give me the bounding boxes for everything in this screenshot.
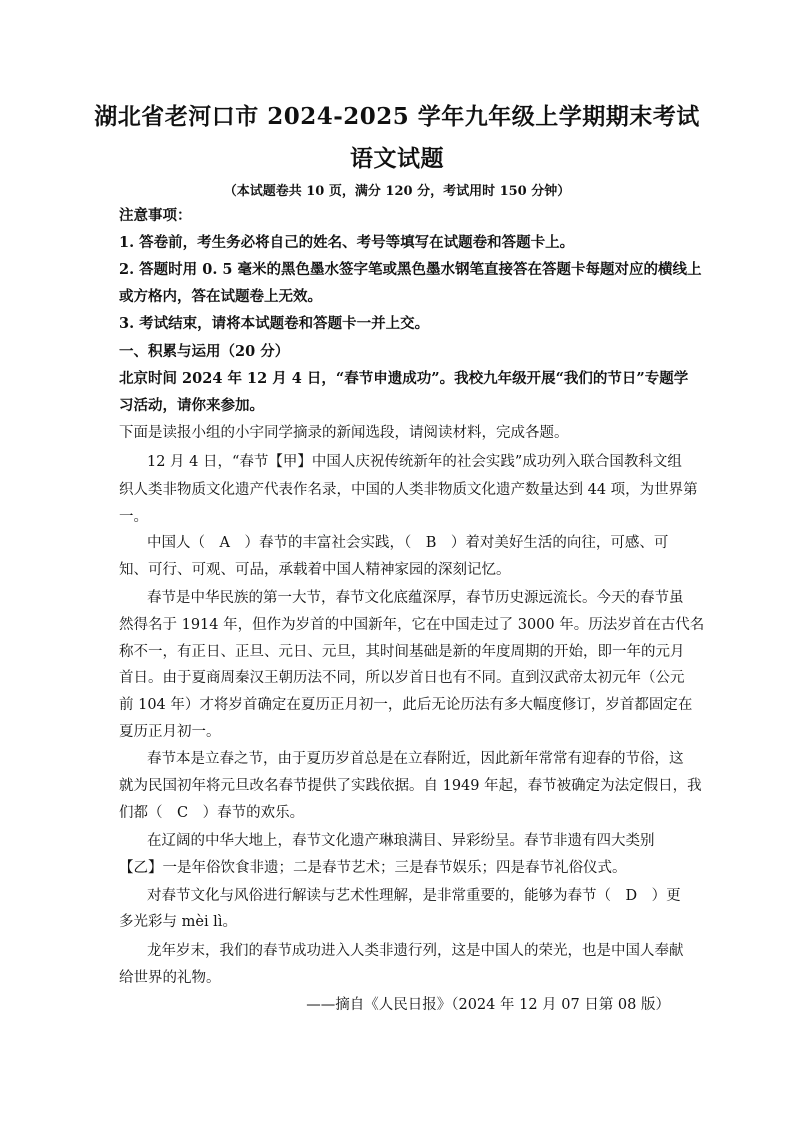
passage-line: 多光彩与 mèi lì。: [119, 914, 237, 930]
passage-line: 知、可行、可观、可品，承载着中国人精神家园的深刻记忆。: [119, 562, 511, 578]
section-instruction: 下面是读报小组的小宇同学摘录的新闻选段，请阅读材料，完成各题。: [119, 425, 569, 441]
note-item: 1. 答卷前，考生务必将自己的姓名、考号等填写在试题卷和答题卡上。: [119, 234, 575, 251]
passage-line: 夏历正月初一。: [119, 724, 221, 740]
passage-line: 前 104 年）才将岁首确定在夏历正月初一，此后无论历法有多大幅度修订，岁首都固定在: [119, 697, 693, 713]
source-citation: ——摘自《人民日报》（2024 年 12 月 07 日第 08 版）: [306, 997, 670, 1013]
passage-line: 织人类非物质文化遗产代表作名录，中国的人类非物质文化遗产数量达到 44 项，为世界第: [119, 482, 698, 498]
subject-title: 语文试题: [350, 145, 444, 172]
section-intro: 习活动，请你来参加。: [119, 397, 264, 414]
note-item: 2. 答题时用 0. 5 毫米的黑色墨水签字笔或黑色墨水钢笔直接答在答题卡每题对应的横线上: [119, 261, 702, 278]
passage-line: 12 月 4 日，“春节【甲】中国人庆祝传统新年的社会实践”成功列入联合国教科文组: [147, 454, 682, 470]
note-item: 或方格内，答在试题卷上无效。: [119, 288, 322, 305]
section-heading: 一、积累与运用（20 分）: [119, 343, 290, 360]
passage-line: 称不一，有正日、正旦、元日、元旦，其时间基础是新的年度周期的开始，即一年的元月: [119, 644, 685, 660]
passage-line: 在辽阔的中华大地上，春节文化遗产琳琅满目、异彩纷呈。春节非遗有四大类别: [147, 833, 655, 849]
passage-line: 龙年岁末，我们的春节成功进入人类非遗行列，这是中国人的荣光，也是中国人奉献: [147, 943, 684, 959]
exam-info: （本试题卷共 10 页，满分 120 分，考试用时 150 分钟）: [223, 184, 571, 199]
note-item: 3. 考试结束，请将本试题卷和答题卡一并上交。: [119, 315, 430, 332]
passage-line: 一。: [119, 509, 148, 525]
passage-line: 然得名于 1914 年，但作为岁首的中国新年，它在中国走过了 3000 年。历法岁首在古代名: [119, 617, 705, 633]
passage-line: 【乙】一是年俗饮食非遗；二是春节艺术；三是春节娱乐；四是春节礼俗仪式。: [119, 860, 627, 876]
passage-line: 给世界的礼物。: [119, 970, 221, 986]
exam-title: 湖北省老河口市 2024-2025 学年九年级上学期期末考试: [94, 103, 700, 130]
section-intro: 北京时间 2024 年 12 月 4 日，“春节申遗成功”。我校九年级开展“我们的节日”专题学: [119, 370, 689, 387]
passage-line: 首日。由于夏商周秦汉王朝历法不同，所以岁首日也有不同。直到汉武帝太初元年（公元: [119, 670, 685, 686]
passage-line: 中国人（ A ）春节的丰富社会实践，（ B ）着对美好生活的向往，可感、可: [147, 535, 669, 551]
passage-line: 们都（ C ）春节的欢乐。: [119, 805, 305, 821]
passage-line: 对春节文化与风俗进行解读与艺术性理解，是非常重要的，能够为春节（ D ）更: [147, 888, 681, 904]
passage-line: 春节是中华民族的第一大节，春节文化底蕴深厚，春节历史源远流长。今天的春节虽: [147, 590, 684, 606]
notes-heading: 注意事项：: [119, 207, 192, 224]
passage-line: 春节本是立春之节，由于夏历岁首总是在立春附近，因此新年常常有迎春的节俗，这: [147, 751, 684, 767]
passage-line: 就为民国初年将元旦改名春节提供了实践依据。自 1949 年起，春节被确定为法定假日，我: [119, 778, 702, 794]
